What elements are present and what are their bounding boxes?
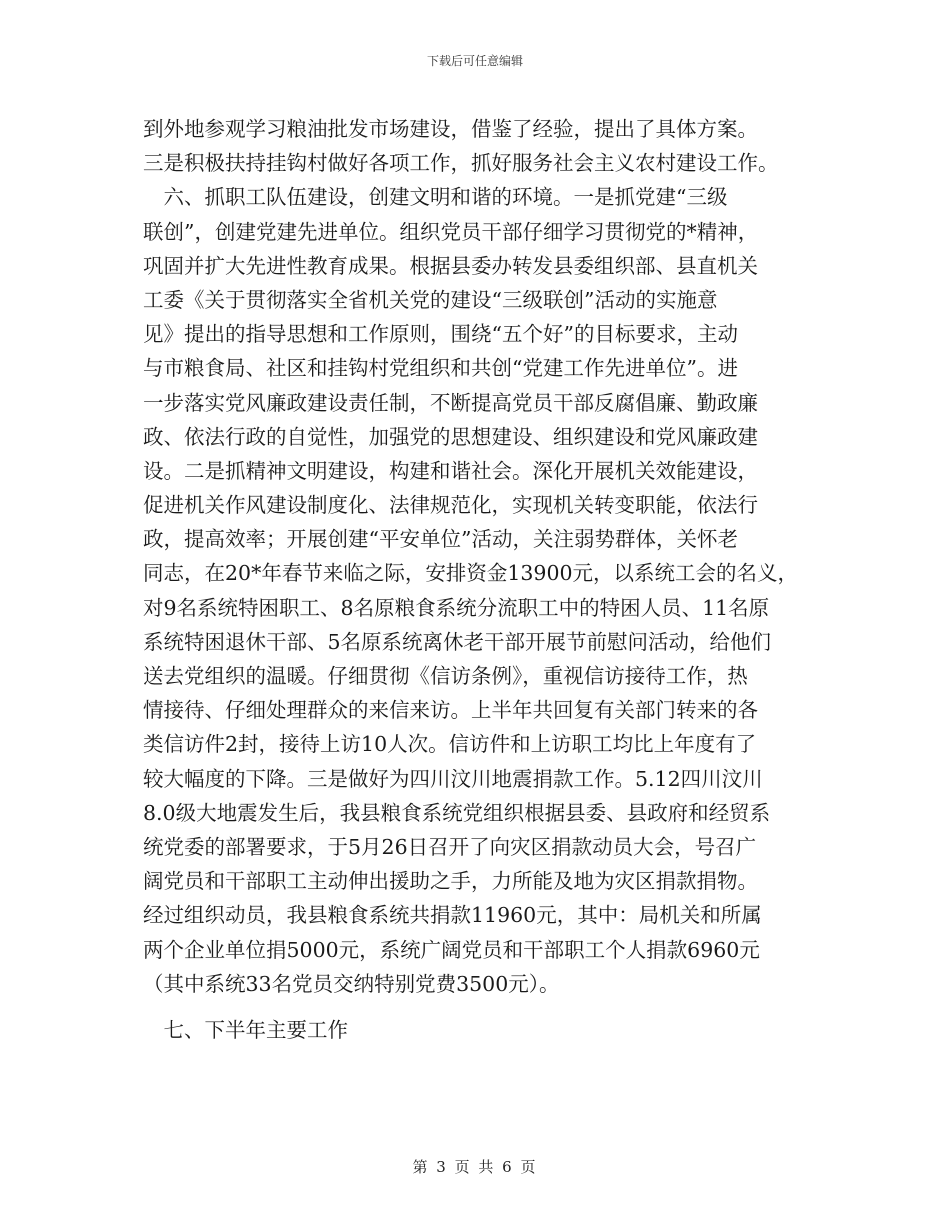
text-line: 统党委的部署要求，于5月26日召开了向灾区捐款动员大会，号召广 [143, 834, 757, 859]
text-line: 到外地参观学习粮油批发市场建设，借鉴了经验，提出了具体方案。 [143, 117, 758, 141]
text-line: 两个企业单位捐5000元，系统广阔党员和干部职工个人捐款6960元 [143, 937, 760, 962]
text-line: 巩固并扩大先进性教育成果。根据县委办转发县委组织部、县直机关 [143, 253, 758, 278]
text-line: 经过组织动员，我县粮食系统共捐款11960元，其中：局机关和所属 [143, 903, 762, 928]
text-line: 较大幅度的下降。三是做好为四川汶川地震捐款工作。5.12四川汶川 [143, 766, 763, 791]
page-header: 下载后可任意编辑 [426, 54, 523, 68]
text-line: 一步落实党风廉政建设责任制，不断提高党员干部反腐倡廉、勤政廉 [143, 390, 758, 415]
text-line: 对9名系统特困职工、8名原粮食系统分流职工中的特困人员、11名原 [143, 595, 770, 620]
text-line: 阔党员和干部职工主动伸出援助之手，力所能及地为灾区捐款捐物。 [143, 869, 758, 894]
section-heading-7: 七、下半年主要工作 [143, 1017, 348, 1042]
text-line: 情接待、仔细处理群众的来信来访。上半年共回复有关部门转来的各 [143, 698, 758, 723]
text-line: 政、依法行政的自觉性，加强党的思想建设、组织建设和党风廉政建 [143, 424, 758, 449]
text-line: 联创”，创建党建先进单位。组织党员干部仔细学习贯彻党的*精神， [143, 219, 759, 244]
text-line: 见》提出的指导思想和工作原则，围绕“五个好”的目标要求，主动 [143, 322, 738, 347]
text-line: 8.0级大地震发生后，我县粮食系统党组织根据县委、县政府和经贸系 [143, 800, 771, 825]
text-line: （其中系统33名党员交纳特别党费3500元）。 [143, 971, 560, 996]
text-line: 系统特困退休干部、5名原系统离休老干部开展节前慰问活动，给他们 [143, 629, 772, 654]
text-line: 送去党组织的温暖。仔细贯彻《信访条例》，重视信访接待工作，热 [143, 664, 748, 688]
text-line: 类信访件2封，接待上访10人次。信访件和上访职工均比上年度有了 [143, 732, 757, 757]
text-line: 同志，在20*年春节来临之际，安排资金13900元，以系统工会的名义， [143, 561, 799, 586]
document-body [143, 112, 833, 1047]
section-heading-6: 六、抓职工队伍建设，创建文明和谐的环境。一是抓党建“三级 [143, 185, 728, 210]
text-line: 与市粮食局、社区和挂钩村党组织和共创“党建工作先进单位”。进 [143, 356, 738, 381]
text-line: 政，提高效率；开展创建“平安单位”活动，关注弱势群体，关怀老 [143, 527, 738, 552]
page-number-footer: 第 3 页 共 6 页 [412, 1158, 538, 1176]
text-line: 三是积极扶持挂钩村做好各项工作，抓好服务社会主义农村建设工作。 [143, 151, 779, 176]
text-line: 促进机关作风建设制度化、法律规范化，实现机关转变职能，依法行 [143, 493, 758, 518]
text-line: 设。二是抓精神文明建设，构建和谐社会。深化开展机关效能建设， [143, 458, 758, 483]
text-line: 工委《关于贯彻落实全省机关党的建设“三级联创”活动的实施意 [143, 287, 718, 312]
